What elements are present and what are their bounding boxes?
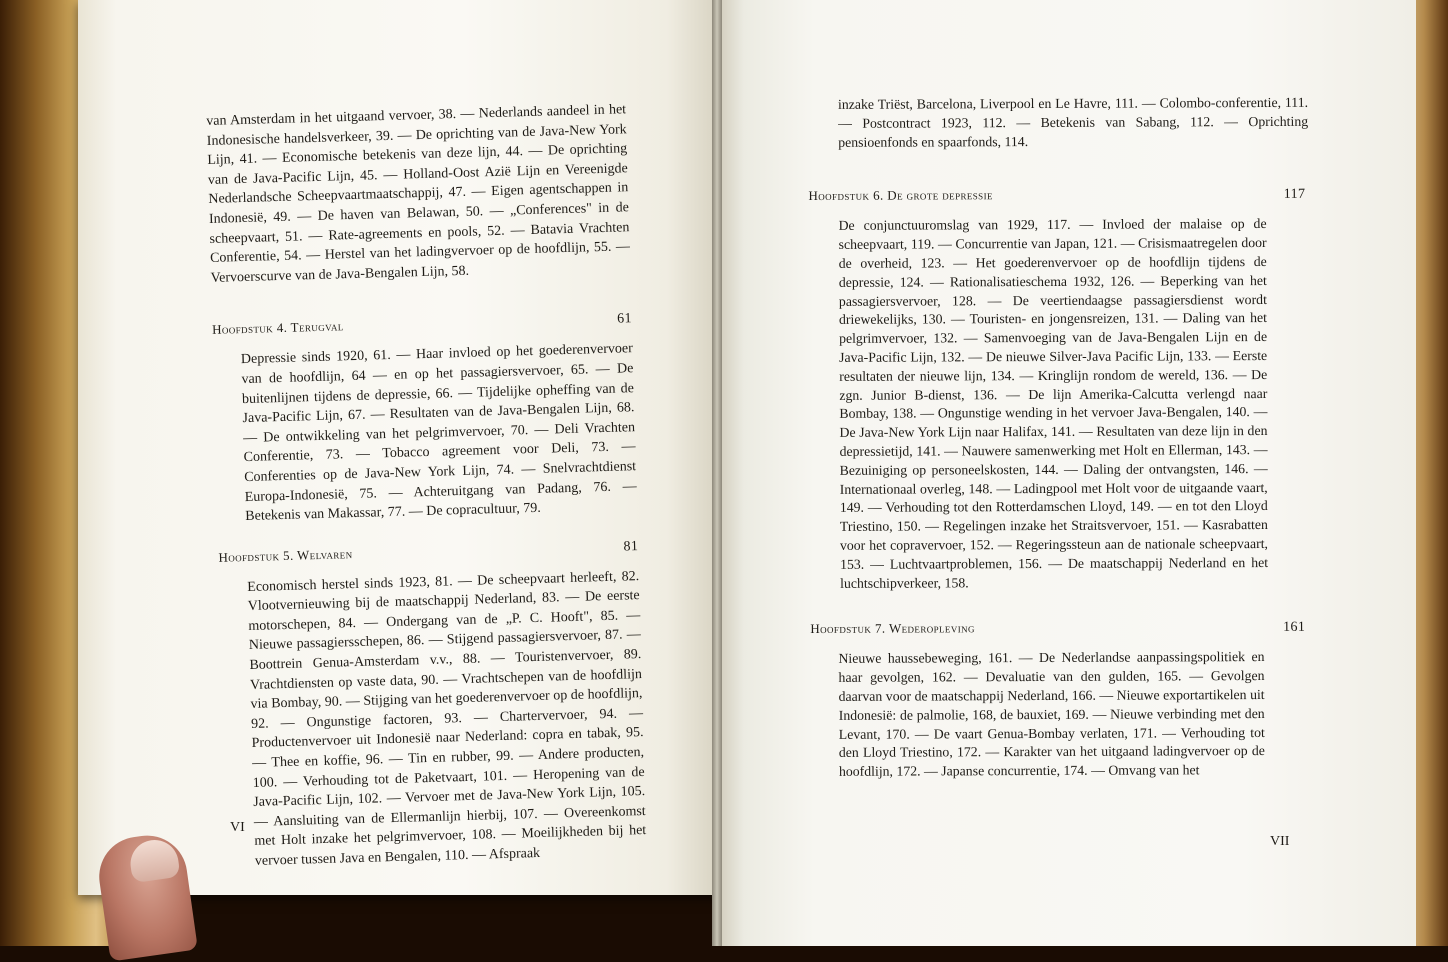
chapter-6-title: Hoofdstuk 6. De grote depressie — [808, 187, 993, 204]
chapter-7-paragraph: Nieuwe haussebeweging, 161. — De Nederlandse aanpassingspolitiek en haar gevolgen, 162. — Devaluatie van den gulden, 165. — Gevolgen daarvan voor de maatschappij Nederland, 166. — Nieuwe exportartikelen uit Indonesië: de palmolie, 168, de bauxiet, 169. — Nieuwe verbinding met den Levant, 170. — De vaart Genua-Bombay verlaten, 171. — Verhouding tot den Lloyd Triestino, 172. — Karakter van het uitgaand ladingvervoer op de hoofdlijn, 172. — Japanse concurrentie, 174. — Omvang van het — [838, 649, 1265, 779]
chapter-5-paragraph: Economisch herstel sinds 1923, 81. — De scheepvaart herleeft, 82. Vlootvernieuwing bij de maatschappij Nederland, 83. — De eerste motorschepen, 84. — Ondergang van de „P. C. Hooft", 85. — Nieuwe passagiersschepen, 86. — Stijgend passagiersvervoer, 87. — Boottrein Genua-Amsterdam v.v., 88. — Touristenvervoer, 89. Vrachtdiensten op vaste data, 90. — Vrachtschepen van de hoofdlijn via Bombay, 90. — Stijging van het goederenvervoer op de hoofdlijn, 92. — Ongunstige factoren, 93. — Chartervervoer, 94. — Productenvervoer uit Indonesië naar Nederland: copra en tabak, 95. — Thee en koffie, 96. — Tin en rubber, 99. — Andere producten, 100. — Verhouding tot de Paketvaart, 101. — Heropening van de Java-Pacific Lijn, 102. — Vervoer met de Java-New York Lijn, 105. — Aansluiting van de Ellermanlijn hierbij, 107. — Overeenkomst met Holt inzake het pelgrimvervoer, 108. — Moeilijkheden bij het vervoer tussen Java en Bengalen, 110. — Afspraak — [247, 568, 647, 869]
left-continued-paragraph: van Amsterdam in het uitgaand vervoer, 38. — Nederlands aandeel in het Indonesische handelsverkeer, 39. — De oprichting van de Java-New York Lijn, 41. — Economische betekenis van deze lijn, 44. — De oprichting van de Java-Pacific Lijn, 45. — Holland-Oost Azië Lijn en Vereenigde Nederlandsche Scheepvaartmaatschappij, 47. — Eigen agentschappen in Indonesië, 49. — De haven van Belawan, 50. — „Conferences" in de scheepvaart, 51. — Rate-agreements en pools, 52. — Batavia Vrachten Conferentie, 54. — Herstel van het ladingvervoer op de hoofdlijn, 55. — Vervoerscurve van de Java-Bengalen Lijn, 58. — [206, 102, 631, 286]
chapter-4-page: 61 — [616, 311, 633, 327]
chapter-5-title: Hoofdstuk 5. Welvaren — [218, 545, 353, 565]
chapter-7-title: Hoofdstuk 7. Wederopleving — [810, 620, 975, 637]
chapter-6-paragraph: De conjunctuuromslag van 1929, 117. — Invloed der malaise op de scheepvaart, 119. — Concurrentie van Japan, 121. — Crisismaatregelen door de overheid, 123. — Het goederenvervoer op de hoofdlijn tijdens de depressie, 124. — Rationalisatieschema 1932, 126. — Beperking van het passagiersvervoer, 128. — De veertiendaagse passagiersdienst wordt driewekelijks, 130. — Touristen- en jongensreizen, 131. — Daling van het pelgrimvervoer, 132. — Samenvoeging van de Java-Bengalen Lijn en de Java-Pacific Lijn, 132. — De nieuwe Silver-Java Pacific Lijn, 133. — Eerste resultaten der nieuwe lijn, 134. — Kringlijn rondom de wereld, 136. — De zgn. Junior B-dienst, 136. — De lijn Amerika-Calcutta verlengd naar Bombay, 138. — Ongunstige wending in het vervoer Java-Bengalen, 140. — De Java-New York Lijn naar Halifax, 141. — Resultaten van deze lijn in den depressietijd, 141. — Nauwere samenwerking met Holt en Ellerman, 143. — Bezuiniging op personeelskosten, 144. — Daling der ontvangsten, 146. — Internationaal overleg, 148. — Ladingpool met Holt voor de uitgaande vaart, 149. — Verhouding tot den Rotterdamschen Lloyd, 149. — en tot den Lloyd Triestino, 150. — Regelingen inzake het Straitsvervoer, 151. — Kasrabatten voor het copravervoer, 152. — Regeringssteun aan de nationale scheepvaart, 153. — Luchtvaartproblemen, 156. — De maatschappij Nederland en het luchtschipverkeer, 158. — [838, 216, 1269, 591]
left-page-folio: VI — [230, 820, 245, 835]
chapter-4-title: Hoofdstuk 4. Terugval — [211, 318, 344, 338]
chapter-5-page: 81 — [623, 538, 639, 555]
chapter-4-paragraph: Depressie sinds 1920, 61. — Haar invloed op het goederenvervoer van de hoofdlijn, 64 — en op het passagiersvervoer, 65. — De buitenlijnen tijdens de depressie, 66. — Tijdelijke opheffing van de Java-Pacific Lijn, 67. — Resultaten van de Java-Bengalen Lijn, 68. — De ontwikkeling van het pelgrimvervoer, 70. — Deli Vrachten Conferentie, 73. — Tobacco agreement voor Deli, 73. — Conferenties op de Java-New York Lijn, 74. — Snelvrachtdienst Europa-Indonesië, 75. — Achteruitgang van Padang, 76. — Betekenis van Makassar, 77. — De copracultuur, 79. — [240, 341, 637, 525]
left-page-text — [206, 100, 647, 872]
chapter-7-heading — [810, 619, 1305, 638]
right-continued-paragraph: inzake Triëst, Barcelona, Liverpool en Le Havre, 111. — Colombo-conferentie, 111. — Postcontract 1923, 112. — Betekenis van Sabang, 112. — Oprichting pensioenfonds en spaarfonds, 114. — [838, 94, 1309, 150]
chapter-6-heading — [808, 186, 1305, 205]
book-gutter — [712, 0, 722, 946]
right-page-text — [808, 94, 1311, 782]
chapter-7-page: 161 — [1283, 620, 1306, 636]
right-page-folio: VII — [1270, 834, 1290, 849]
chapter-6-page: 117 — [1283, 187, 1306, 203]
